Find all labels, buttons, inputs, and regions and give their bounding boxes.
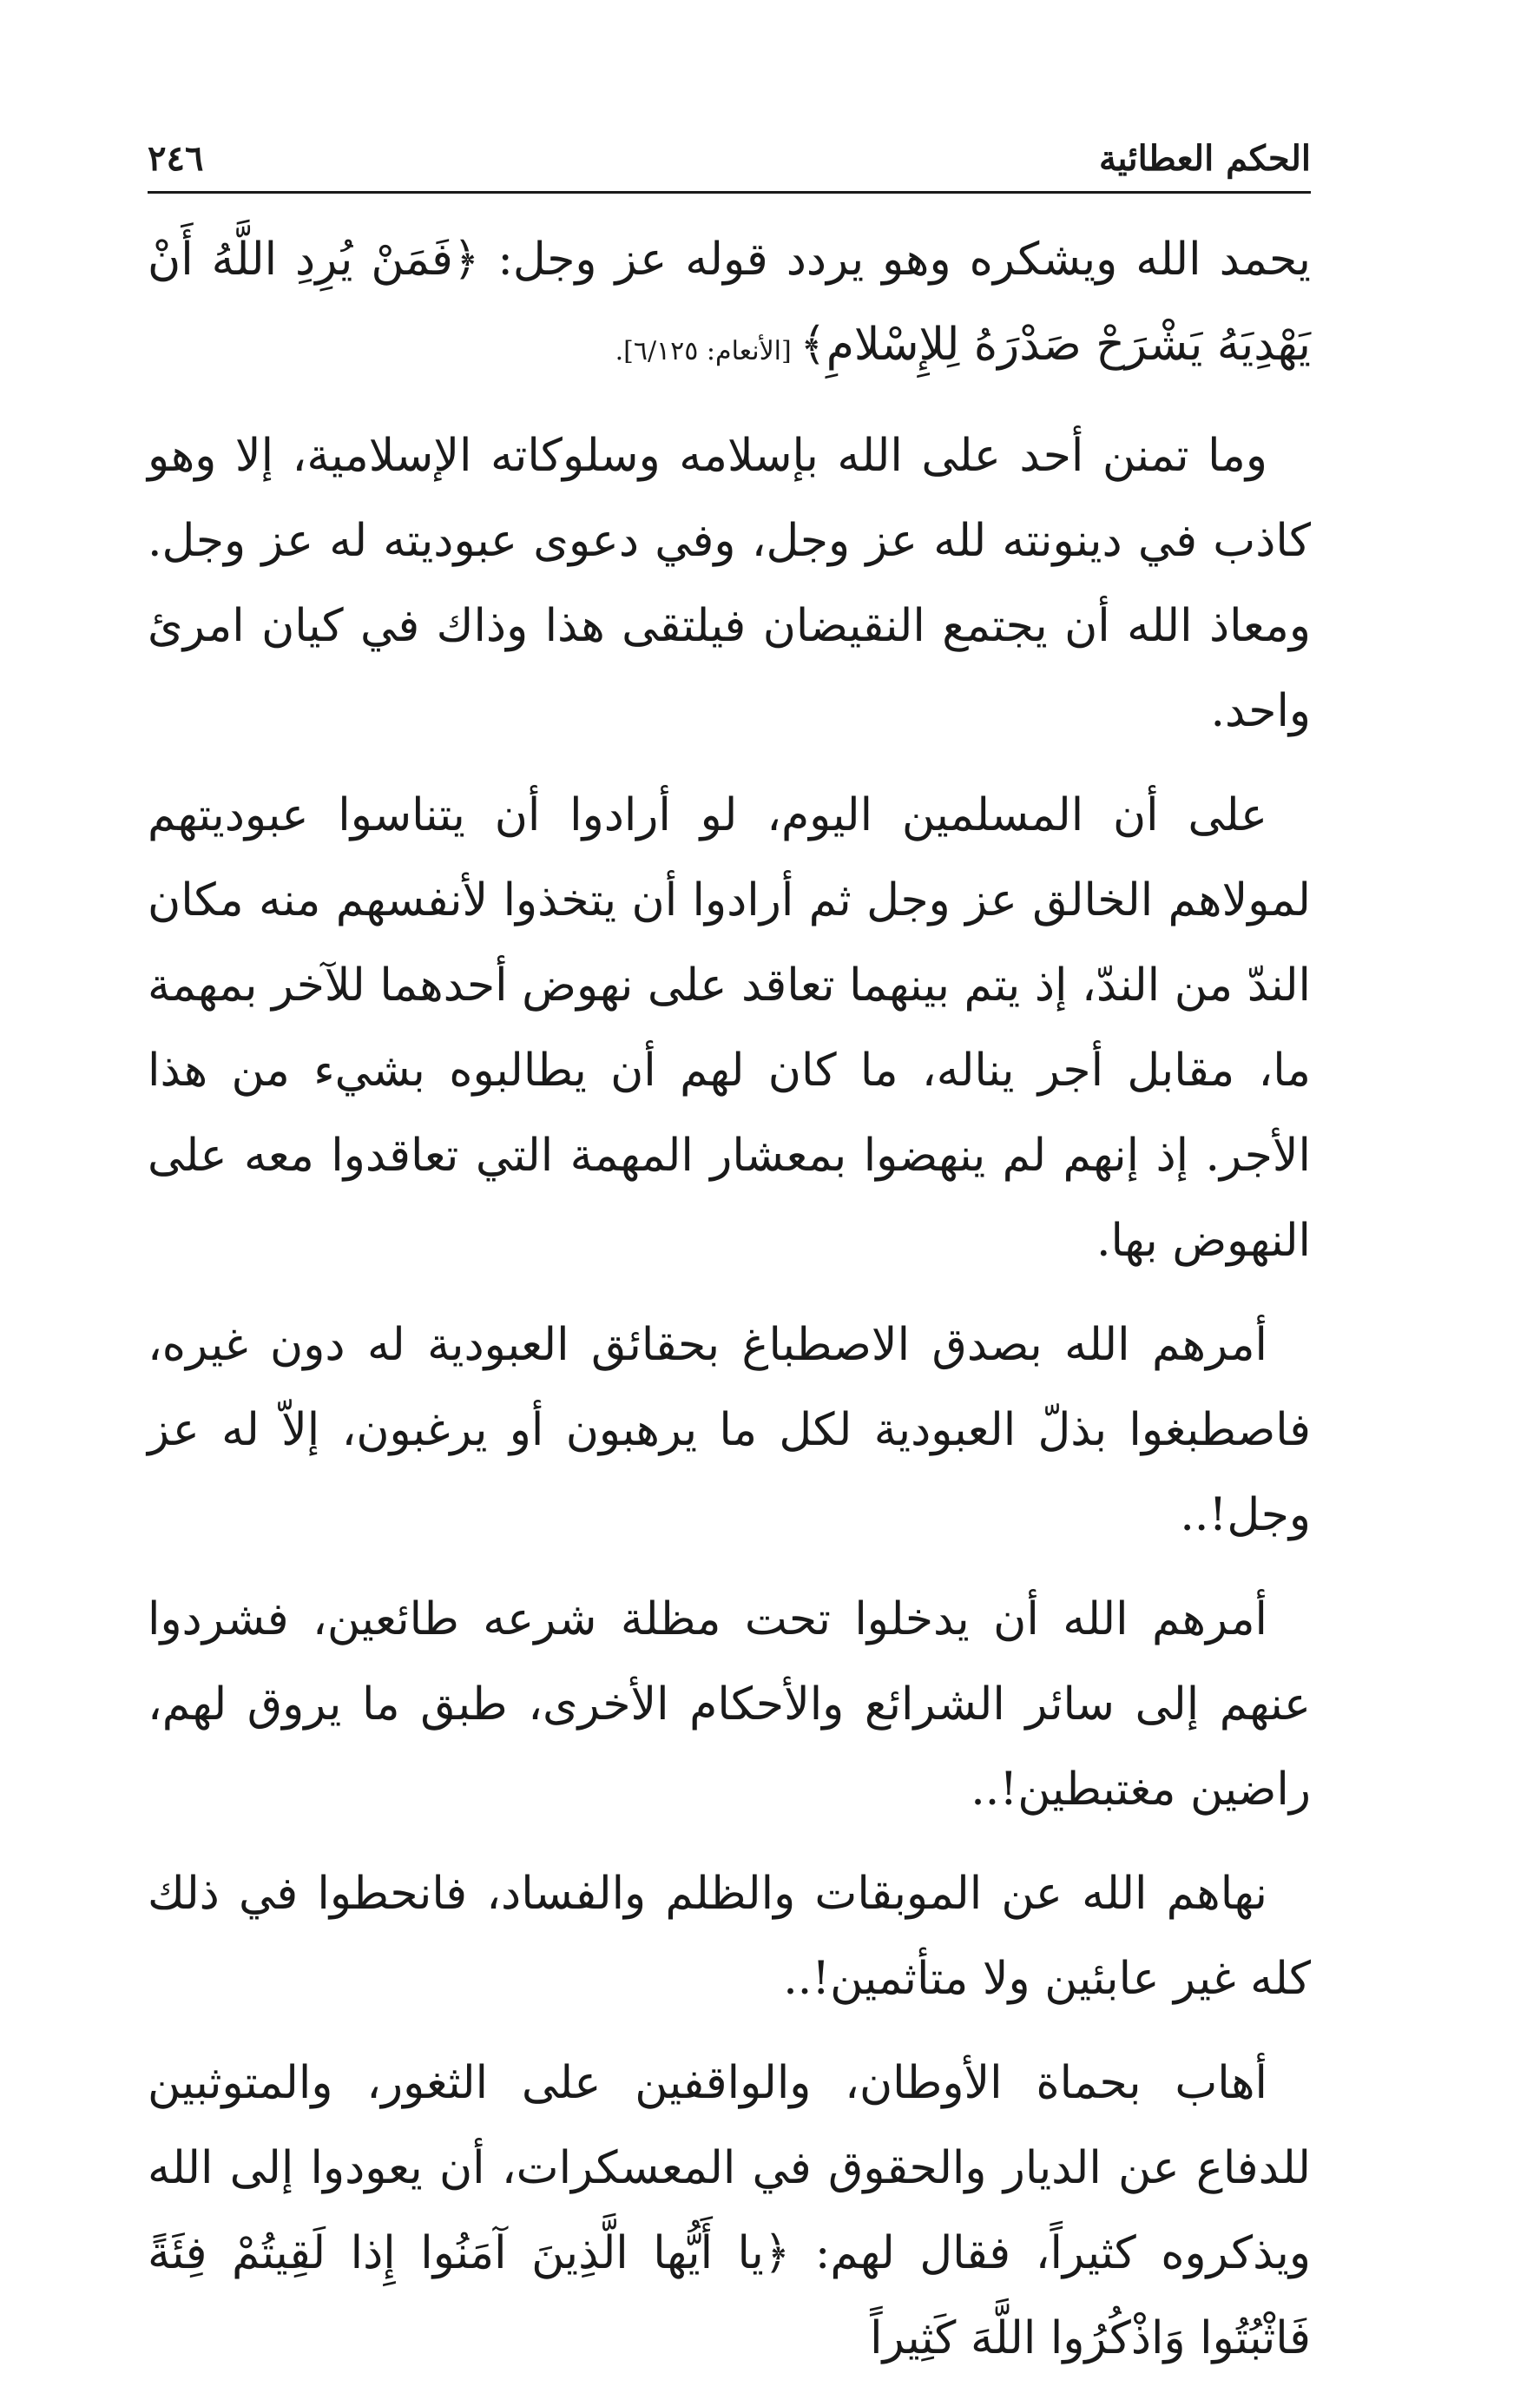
body-text xyxy=(148,217,1311,2400)
paragraph-5: أمرهم الله أن يدخلوا تحت مظلة شرعه طائعين، فشردوا عنهم إلى سائر الشرائع والأحكام الأخرى، طبق ما يروق لهم، راضين مغتبطين!.. xyxy=(148,1593,1311,1816)
running-header xyxy=(148,122,1311,194)
paragraph-7-lead: أهاب بحماة الأوطان، والواقفين على الثغور، والمتوثبين للدفاع عن الديار والحقوق في المعسكرات، أن يعودوا إلى الله ويذكروه كثيراً، فقال لهم: xyxy=(148,2057,1311,2279)
quran-verse-1: ﴿فَمَنْ يُرِدِ اللَّهُ أَنْ يَهْدِيَهُ يَشْرَحْ صَدْرَهُ لِلإِسْلامِ﴾ xyxy=(148,234,1311,371)
paragraph-1-lead: يحمد الله ويشكره وهو يردد قوله عز وجل: xyxy=(479,234,1311,286)
paragraph-2: وما تمنن أحد على الله بإسلامه وسلوكاته الإسلامية، إلا وهو كاذب في دينونته لله عز وجل، وفي دعوى عبوديته له عز وجل. ومعاذ الله أن يجتمع النقيضان فيلتقى هذا وذاك في كيان امرئ واحد. xyxy=(148,430,1311,737)
paragraph-1 xyxy=(148,217,1311,394)
paragraph-6: نهاهم الله عن الموبقات والظلم والفساد، فانحطوا في ذلك كله غير عابئين ولا متأثمين!.. xyxy=(148,1868,1311,2005)
page-number: ٢٤٦ xyxy=(148,138,204,179)
paragraph-7 xyxy=(148,2041,1311,2381)
paragraph-3: على أن المسلمين اليوم، لو أرادوا أن يتناسوا عبوديتهم لمولاهم الخالق عز وجل ثم أرادوا أن يتخذوا لأنفسهم منه مكان الندّ من الندّ، إذ يتم بينهما تعاقد على نهوض أحدهما للآخر بمهمة ما، مقابل أجر يناله، ما كان لهم أن يطالبوه بشيء من هذا الأجر. إذ إنهم لم ينهضوا بمعشار المهمة التي تعاقدوا معه على النهوض بها. xyxy=(148,789,1311,1267)
running-title: الحكم العطائية xyxy=(1098,138,1311,179)
book-page xyxy=(148,0,1311,2375)
paragraph-4: أمرهم الله بصدق الاصطباغ بحقائق العبودية له دون غيره، فاصطبغوا بذلّ العبودية لكل ما يرهبون أو يرغبون، إلاّ له عز وجل!.. xyxy=(148,1319,1311,1541)
verse-reference-1: [الأنعام: ٦/١٢٥]. xyxy=(615,336,800,366)
quran-verse-2: ﴿يا أَيُّها الَّذِينَ آمَنُوا إِذا لَقِيتُمْ فِئَةً فَاثْبُتُوا وَاذْكُرُوا اللَّهَ كَثِيراً xyxy=(148,2227,1311,2364)
